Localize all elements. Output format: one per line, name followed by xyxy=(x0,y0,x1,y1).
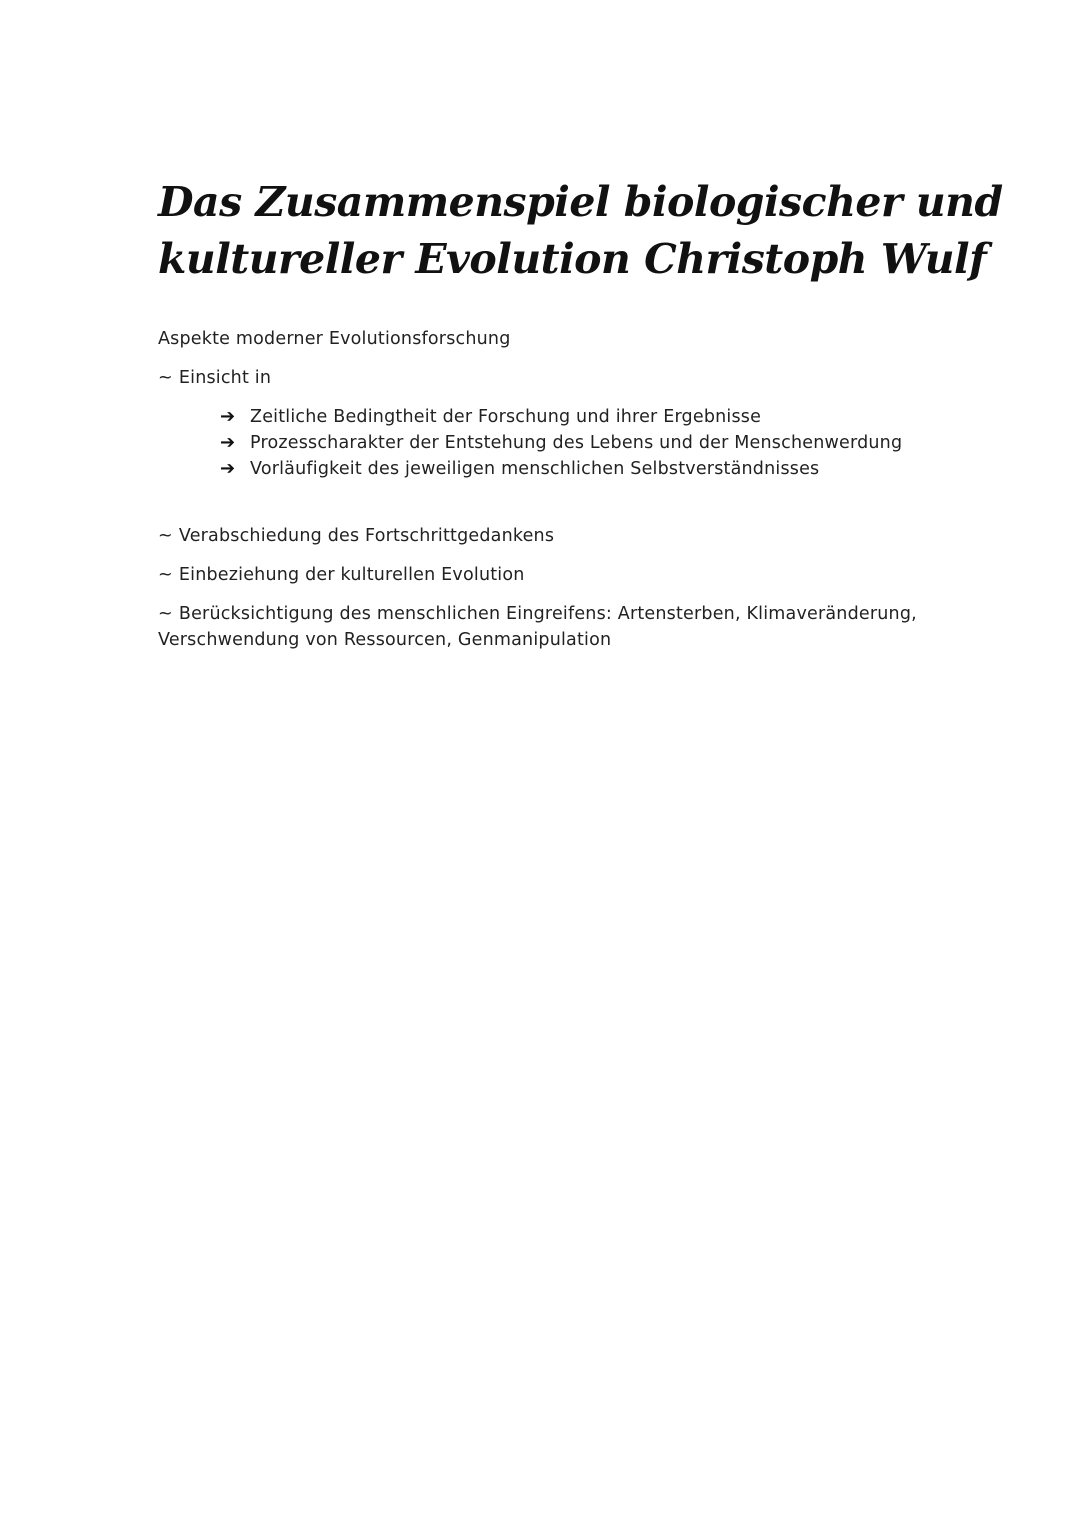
list-item xyxy=(220,430,940,456)
aspect-item-text: Einbeziehung der kulturellen Evolution xyxy=(178,565,525,585)
list-item-text: Zeitliche Bedingtheit der Forschung und ihrer Ergebnisse xyxy=(250,407,762,427)
title-line-2: kultureller Evolution Christoph Wulf xyxy=(158,235,987,283)
arrow-right-icon: ➔ xyxy=(220,432,236,453)
aspect-item xyxy=(158,562,525,588)
list-item xyxy=(220,404,940,430)
list-item-text: Prozesscharakter der Entstehung des Lebens und der Menschenwerdung xyxy=(250,433,903,453)
page-title xyxy=(158,174,1003,288)
aspect-item-text: Berücksichtigung des menschlichen Eingreifens: Artensterben, Klimaveränderung, Verschwendung von Ressourcen, Genmanipulation xyxy=(158,604,917,650)
dash-icon: ~ xyxy=(158,565,173,585)
intro-text: Aspekte moderner Evolutionsforschung xyxy=(158,329,511,349)
aspect-item xyxy=(158,601,918,653)
dash-icon: ~ xyxy=(158,526,173,546)
insight-heading xyxy=(158,365,271,391)
aspect-item-text: Verabschiedung des Fortschrittgedankens xyxy=(178,526,555,546)
dash-icon: ~ xyxy=(158,368,173,388)
dash-icon: ~ xyxy=(158,604,173,624)
list-item-text: Vorläufigkeit des jeweiligen menschlichen Selbstverständnisses xyxy=(250,459,820,479)
list-item xyxy=(220,456,940,482)
arrow-right-icon: ➔ xyxy=(220,458,236,479)
title-line-1: Das Zusammenspiel biologischer und xyxy=(158,178,1003,226)
insight-heading-label: Einsicht in xyxy=(178,368,272,388)
aspect-item xyxy=(158,523,554,549)
arrow-right-icon: ➔ xyxy=(220,406,236,427)
insight-list xyxy=(220,404,940,482)
